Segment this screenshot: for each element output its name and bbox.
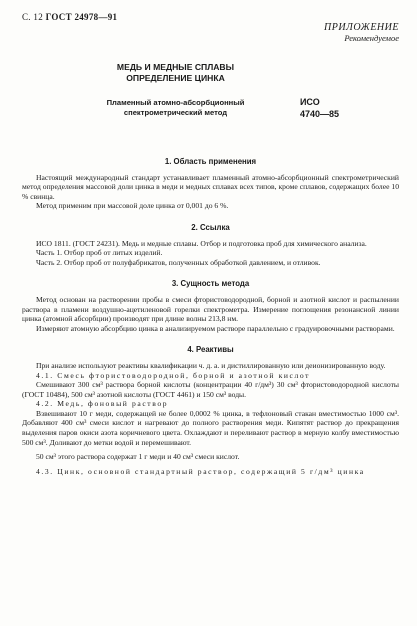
subsection-4-2-title: 4.2. Медь, фоновый раствор xyxy=(36,399,169,409)
subsection-4-3-title: 4.3. Цинк, основной стандартный раствор, содержащий 5 г/дм³ цинка xyxy=(36,466,365,476)
section-3-heading: 3. Сущность метода xyxy=(171,279,250,289)
page-label: С. 12 xyxy=(22,12,44,22)
section-1-paragraph: Настоящий международный стандарт устанавливает пламенный атомно-абсорбционный спектрометрический метод определения массовой доли цинка в меди и медных сплавах всех типов, кроме сплавов, содержащих более 10 % свинца. xyxy=(22,172,399,201)
running-head xyxy=(22,12,399,22)
annex-title: ПРИЛОЖЕНИЕ xyxy=(324,22,399,33)
section-2-heading: 2. Ссылка xyxy=(191,222,230,232)
section-2-paragraph: ИСО 1811. (ГОСТ 24231). Медь и медные сплавы. Отбор и подготовка проб для химического анализа. xyxy=(36,238,367,248)
iso-reference xyxy=(300,96,339,120)
section-3-paragraph: Метод основан на растворении пробы в смеси фтористоводородной, борной и азотной кислот и распылении раствора в пламени воздушно-ацетиленовой горелки спектрометра. Измерение поглощения резонансной линии цинка (атомной абсорбции) производят при длине волны 213,8 нм. xyxy=(22,294,399,324)
main-title-line2: ОПРЕДЕЛЕНИЕ ЦИНКА xyxy=(126,73,225,83)
section-4-paragraph: При анализе используют реактивы квалификации ч. д. а. и дистиллированную или деионизированную воду. xyxy=(36,360,386,370)
section-3-paragraph: Измеряют атомную абсорбцию цинка в анализируемом растворе параллельно с градуировочными растворами. xyxy=(36,323,395,333)
iso-number: 4740—85 xyxy=(299,109,339,119)
document-body xyxy=(22,157,399,476)
standard-number: ГОСТ 24978—91 xyxy=(45,12,118,22)
document-page xyxy=(22,12,399,476)
section-1-paragraph: Метод применим при массовой доле цинка от 0,001 до 6 %. xyxy=(36,201,229,211)
subsection-4-1-title: 4.1. Смесь фтористоводородной, борной и азотной кислот xyxy=(36,370,311,380)
section-4-paragraph: 50 см³ этого раствора содержат 1 г меди и 40 см³ смеси кислот. xyxy=(36,452,240,462)
method-title-line1: Пламенный атомно-абсорбционный xyxy=(106,98,245,107)
section-4-paragraph: Смешивают 300 см³ раствора борной кислоты (концентрации 40 г/дм³) 30 см³ фтористоводородной кислоты (ГОСТ 10484), 500 см³ азотной кислоты (ГОСТ 4461) и 150 см³ воды. xyxy=(22,380,399,399)
section-4-heading: 4. Реактивы xyxy=(187,345,234,355)
method-title-line2: спектрометрический метод xyxy=(123,108,228,117)
section-1-heading: 1. Область применения xyxy=(164,157,257,166)
section-4-paragraph: Взвешивают 10 г меди, содержащей не более 0,0002 % цинка, в тефлоновый стакан вместимостью 1000 см³. Добавляют 400 см³ смеси кислот и нагревают до полного растворения меди. Кипятят раствор до прекращения выделения паров окиси азота коричневого цвета. Охлаждают и переливают раствор в мерную колбу вместимостью 500 см³. Доливают до метки водой и перемешивают. xyxy=(22,408,399,447)
iso-label: ИСО xyxy=(299,97,320,107)
main-title-line1: МЕДЬ И МЕДНЫЕ СПЛАВЫ xyxy=(116,62,235,72)
annex-block xyxy=(324,22,399,43)
annex-status: Рекомендуемое xyxy=(344,33,399,43)
title-block xyxy=(22,62,399,118)
section-2-paragraph: Часть 1. Отбор проб от литых изделий. xyxy=(36,248,163,258)
section-2-paragraph: Часть 2. Отбор проб от полуфабрикатов, полученных обработкой давлением, и отливок. xyxy=(36,257,321,267)
